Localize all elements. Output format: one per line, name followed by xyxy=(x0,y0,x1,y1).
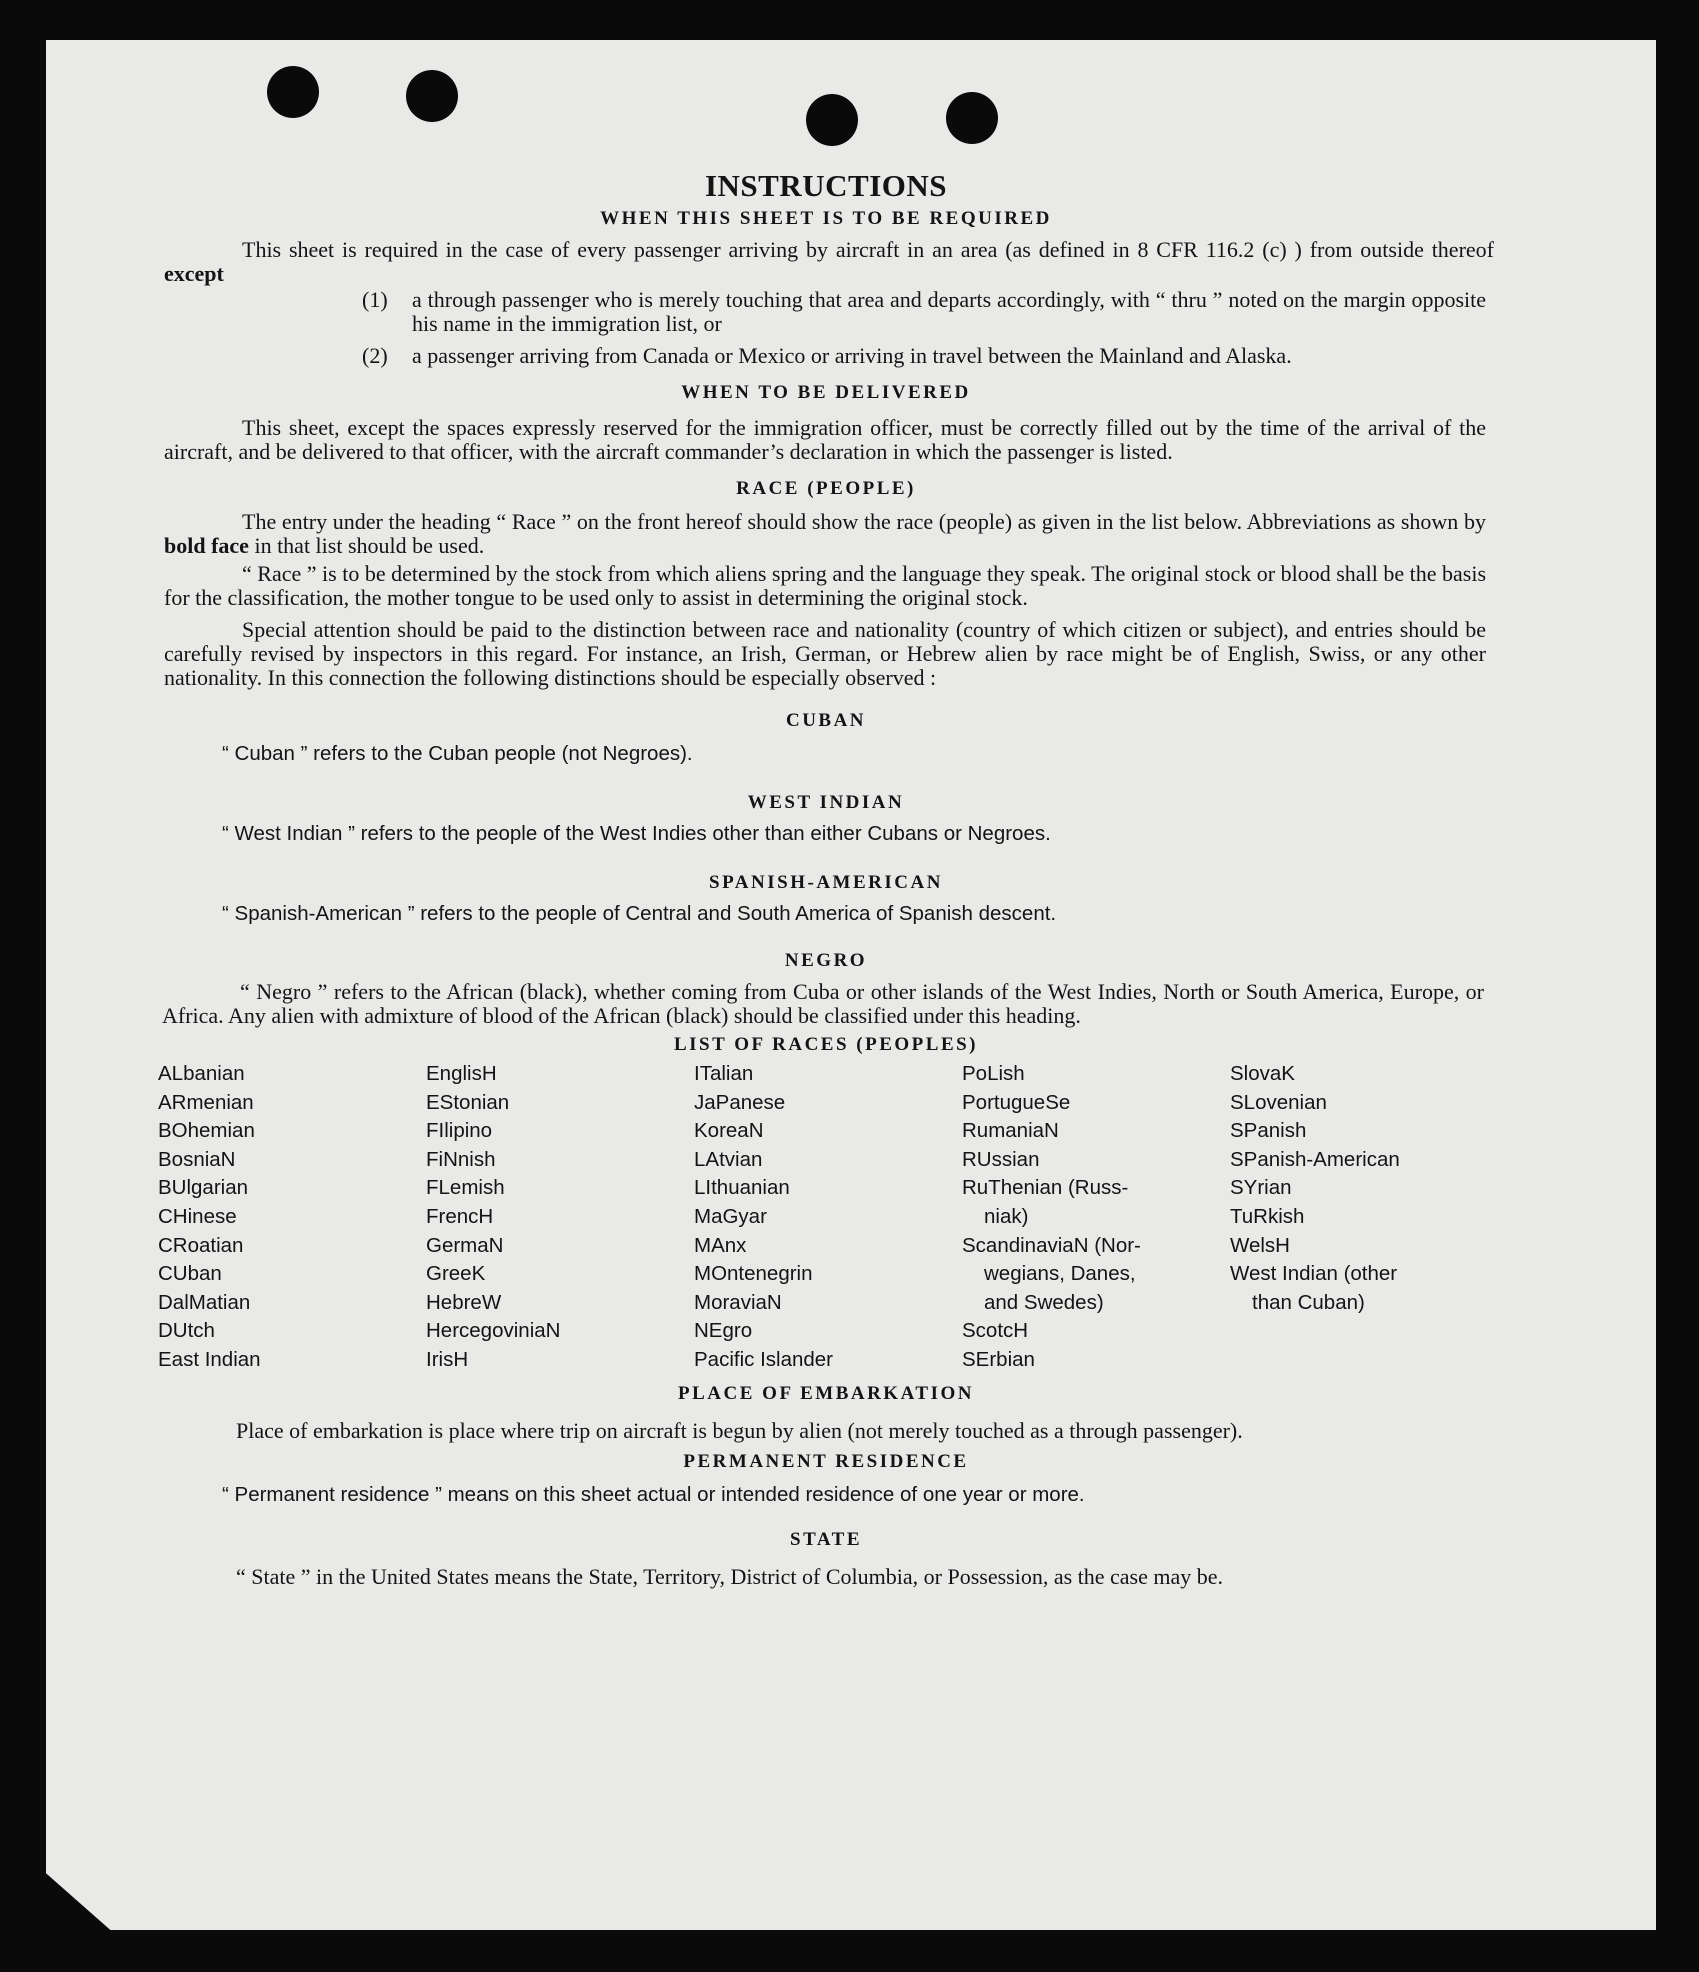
race-entry: BUlgarian xyxy=(158,1176,249,1200)
heading-cuban: CUBAN xyxy=(785,710,867,731)
race-entry: RumaniaN xyxy=(962,1119,1059,1143)
instructions-content xyxy=(158,128,1494,1593)
race-entry: FLemish xyxy=(426,1176,505,1200)
heading-negro: NEGRO xyxy=(784,950,868,971)
race-entry: MAnx xyxy=(694,1233,747,1257)
exception-item-1: (1) a through passenger who is merely touching that area and departs accordingly, with “ thru ” noted on the margin opposite his name in the immigration list, or xyxy=(362,287,1486,336)
race-entry: GreeK xyxy=(426,1262,486,1286)
race-entry: FiNnish xyxy=(426,1147,496,1171)
race-entry: NEgro xyxy=(694,1319,753,1343)
races-column-5 xyxy=(1230,1060,1494,1375)
page-title: INSTRUCTIONS xyxy=(704,168,947,203)
race-entry: KoreaN xyxy=(694,1119,764,1143)
race-entry: FrencH xyxy=(426,1204,494,1228)
embarkation-text: Place of embarkation is place where trip on aircraft is begun by alien (not merely touched as a through passenger). xyxy=(236,1417,1243,1443)
heading-state: STATE xyxy=(790,1528,862,1550)
race-entry: RUssian xyxy=(962,1147,1040,1171)
race-entry: IrisH xyxy=(426,1347,469,1371)
when-required-intro: This sheet is required in the case of every passenger arriving by aircraft in an area (as defined in 8 CFR 116.2 (c) ) from outside thereof except xyxy=(164,237,1494,286)
race-entry: EnglisH xyxy=(426,1062,497,1085)
punch-hole xyxy=(406,70,458,122)
spanish-american-text: “ Spanish-American ” refers to the people of Central and South America of Spanish descent. xyxy=(222,902,1057,925)
heading-west-indian: WEST INDIAN xyxy=(747,792,905,813)
race-entry: ScandinaviaN (Nor- xyxy=(962,1233,1141,1257)
races-column-4 xyxy=(962,1060,1230,1375)
races-column-3 xyxy=(694,1060,962,1375)
heading-list-of-races: LIST OF RACES (PEOPLES) xyxy=(673,1034,979,1055)
race-entry: East Indian xyxy=(158,1347,261,1371)
races-table xyxy=(158,1060,1494,1375)
heading-race: RACE (PEOPLE) xyxy=(736,478,916,499)
exception-item-2: (2) a passenger arriving from Canada or Mexico or arriving in travel between the Mainland and Alaska. xyxy=(362,343,1292,368)
when-delivered-text: This sheet, except the spaces expressly reserved for the immigration officer, must be correctly filled out by the time of the arrival of the aircraft, and be delivered to that officer, with the aircraft commander’s declaration in which the passenger is listed. xyxy=(164,415,1486,464)
race-paragraph-2: “ Race ” is to be determined by the stock from which aliens spring and the language they speak. The original stock or blood shall be the basis for the classification, the mother tongue to be used only to assist in determining the original stock. xyxy=(164,561,1486,610)
race-entry: West Indian (other xyxy=(1230,1262,1398,1286)
race-entry: RuThenian (Russ- xyxy=(962,1176,1129,1200)
west-indian-text: “ West Indian ” refers to the people of the West Indies other than either Cubans or Negroes. xyxy=(222,822,1051,845)
race-entry: SPanish xyxy=(1230,1119,1307,1143)
race-entry: SYrian xyxy=(1230,1176,1292,1200)
race-entry: GermaN xyxy=(426,1233,504,1257)
heading-when-required: WHEN THIS SHEET IS TO BE REQUIRED xyxy=(600,208,1052,229)
heading-permanent-residence: PERMANENT RESIDENCE xyxy=(683,1450,969,1472)
heading-embarkation: PLACE OF EMBARKATION xyxy=(678,1382,974,1404)
race-entry: FIlipino xyxy=(426,1119,493,1143)
permanent-residence-text: “ Permanent residence ” means on this sheet actual or intended residence of one year or more. xyxy=(222,1482,1085,1506)
race-entry: wegians, Danes, xyxy=(984,1262,1136,1286)
race-entry: CHinese xyxy=(158,1204,237,1228)
heading-when-delivered: WHEN TO BE DELIVERED xyxy=(681,382,971,403)
punch-hole xyxy=(267,66,319,118)
negro-text: “ Negro ” refers to the African (black), whether coming from Cuba or other islands of the West Indies, North or South America, Europe, or Africa. Any alien with admixture of blood of the African (black) should be classified under this heading. xyxy=(162,979,1484,1028)
race-entry: HebreW xyxy=(426,1290,502,1314)
race-entry: WelsH xyxy=(1230,1233,1290,1257)
race-entry: BOhemian xyxy=(158,1119,255,1143)
cuban-text: “ Cuban ” refers to the Cuban people (not Negroes). xyxy=(222,742,693,765)
race-entry: niak) xyxy=(984,1204,1029,1228)
races-column-2 xyxy=(426,1060,694,1375)
race-entry: SLovenian xyxy=(1230,1090,1327,1114)
race-entry: ARmenian xyxy=(158,1090,254,1114)
race-paragraph-1: The entry under the heading “ Race ” on the front hereof should show the race (people) as given in the list below. Abbreviations as shown by bold face in that list should be used. xyxy=(164,509,1486,558)
race-entry: ITalian xyxy=(694,1062,754,1085)
race-entry: ScotcH xyxy=(962,1319,1029,1343)
race-entry: JaPanese xyxy=(694,1090,786,1114)
race-entry: ALbanian xyxy=(158,1062,245,1085)
race-entry: than Cuban) xyxy=(1252,1290,1365,1314)
race-entry: CRoatian xyxy=(158,1233,244,1257)
race-entry: and Swedes) xyxy=(984,1290,1104,1314)
race-entry: Pacific Islander xyxy=(694,1347,834,1371)
races-column-1 xyxy=(158,1060,426,1375)
state-text: “ State ” in the United States means the State, Territory, District of Columbia, or Possession, as the case may be. xyxy=(236,1563,1224,1589)
race-entry: SPanish-American xyxy=(1230,1147,1400,1171)
race-paragraph-3: Special attention should be paid to the distinction between race and nationality (country of which citizen or subject), and entries should be carefully revised by inspectors in this regard. For instance, an Irish, German, or Hebrew alien by race might be of English, Swiss, or any other nationality. In this connection the following distinctions should be especially observed : xyxy=(164,617,1486,690)
race-entry: MOntenegrin xyxy=(694,1262,813,1286)
race-entry: PoLish xyxy=(962,1062,1025,1085)
race-entry: PortugueSe xyxy=(962,1090,1071,1114)
race-entry: SlovaK xyxy=(1230,1062,1295,1085)
race-entry: SErbian xyxy=(962,1347,1035,1371)
race-entry: LAtvian xyxy=(694,1147,763,1171)
race-entry: BosniaN xyxy=(158,1147,236,1171)
race-entry: HercegoviniaN xyxy=(426,1319,561,1343)
race-entry: EStonian xyxy=(426,1090,510,1114)
race-entry: LIthuanian xyxy=(694,1176,790,1200)
heading-spanish-american: SPANISH-AMERICAN xyxy=(709,872,943,893)
race-entry: DUtch xyxy=(158,1319,215,1343)
race-entry: MaGyar xyxy=(694,1204,767,1228)
race-entry: CUban xyxy=(158,1262,222,1286)
race-entry: DalMatian xyxy=(158,1290,251,1314)
race-entry: TuRkish xyxy=(1230,1204,1305,1228)
race-entry: MoraviaN xyxy=(694,1290,782,1314)
